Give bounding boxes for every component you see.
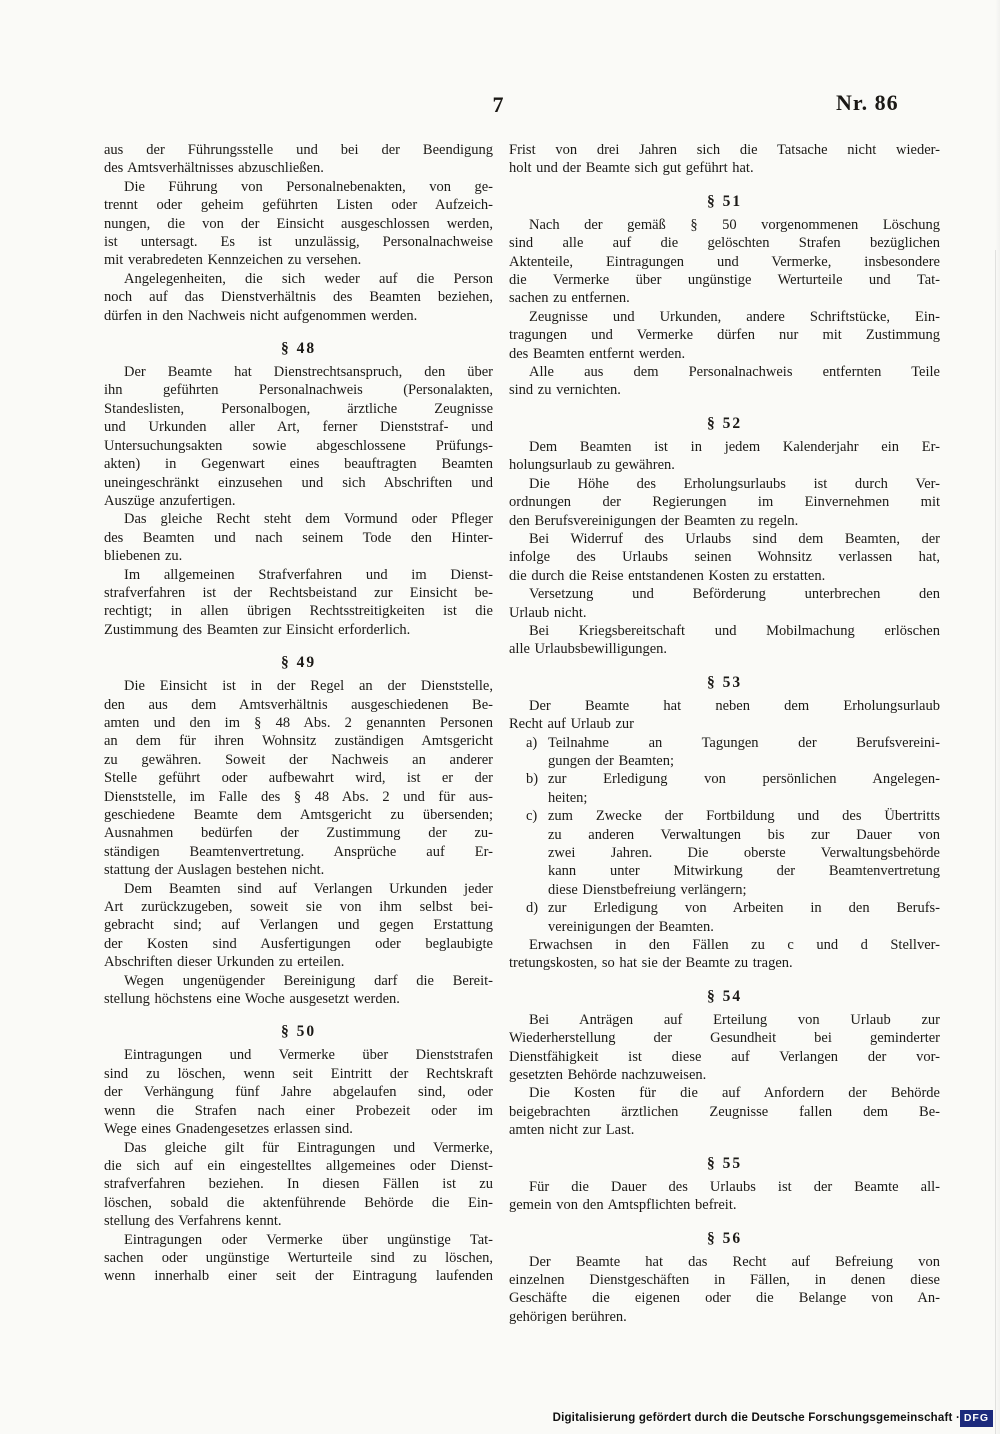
paragraph — [104, 566, 493, 640]
text-line: Alle aus dem Personalnachweis entfernten Teile — [529, 364, 940, 381]
text-line: Im allgemeinen Strafverfahren und im Dienst- — [124, 566, 493, 583]
text-line: der Verhängung fünf Jahre abgelaufen sind, oder — [104, 1084, 493, 1101]
text-line: sind zu löschen, wenn seit Eintritt der Rechtskraft — [104, 1065, 493, 1082]
text-line: Für die Dauer des Urlaubs ist der Beamte all- — [529, 1178, 940, 1195]
text-line: Nach der gemäß § 50 vorgenommenen Löschung — [529, 216, 940, 233]
text-line: trennt oder geheim geführten Listen oder Aufzeich- — [104, 197, 493, 214]
paragraph — [509, 308, 940, 363]
paragraph — [509, 530, 940, 585]
text-line: Der Beamte hat das Recht auf Befreiung von — [529, 1253, 940, 1270]
paragraph — [104, 1139, 493, 1231]
text-line: Teilnahme an Tagungen der Berufsvereini- — [548, 734, 940, 751]
text-line: wenn die Strafen nach einer Probezeit oder im — [104, 1102, 493, 1119]
text-line: strafverfahren ist der Rechtsbeistand zur Einsicht be- — [104, 584, 493, 601]
paragraph — [104, 677, 493, 879]
text-line: Dienstfähigkeit ist diese auf Verlangen der vor- — [509, 1048, 940, 1065]
text-line: gungen der Beamten; — [548, 752, 675, 769]
text-line: Aktenteile, Eintragungen und Vermerke, insbesondere — [509, 253, 940, 270]
digitization-credit: Digitalisierung gefördert durch die Deutsche Forschungsgemeinschaft · — [552, 1412, 960, 1424]
text-line: die sich auf ein eingestelltes allgemeines oder Dienst- — [104, 1157, 493, 1174]
text-line: stellung des Verfahrens kennt. — [104, 1213, 282, 1230]
paragraph — [509, 585, 940, 622]
paragraph — [509, 936, 940, 973]
text-line: Der Beamte hat Dienstrechtsanspruch, den über — [124, 364, 493, 381]
paragraph — [509, 363, 940, 400]
section-heading: § 52 — [706, 414, 743, 432]
paragraph — [104, 510, 493, 565]
list-item — [509, 899, 940, 936]
text-line: Eintragungen oder Vermerke über ungünstige Tat- — [124, 1231, 493, 1248]
text-line: zum Zwecke der Fortbildung und des Übertritts — [548, 808, 940, 825]
section-heading: § 50 — [280, 1023, 317, 1041]
text-line: die Vermerke über ungünstige Werturteile und Tat- — [509, 272, 940, 289]
paragraph — [104, 880, 493, 972]
text-line: sind zu vernichten. — [509, 382, 621, 399]
text-line: uneingeschränkt einzusehen und sich Abschriften und — [104, 474, 493, 491]
text-line: Dem Beamten sind auf Verlangen Urkunden jeder — [124, 880, 493, 897]
text-line: die durch die Reise entstandenen Kosten zu erstatten. — [509, 567, 826, 584]
paragraph — [509, 1011, 940, 1085]
text-line: wenn innerhalb einer seit der Eintragung laufenden — [104, 1268, 493, 1285]
paragraph — [104, 1231, 493, 1286]
text-line: ordnungen der Regierungen im Einvernehmen mit — [509, 494, 940, 511]
dfg-logo: DFG — [960, 1410, 993, 1427]
text-line: Wege eines Gnadengesetzes erlassen sind. — [104, 1121, 353, 1138]
section-heading: § 53 — [706, 673, 743, 691]
paragraph — [509, 475, 940, 530]
section-heading: § 49 — [280, 654, 317, 672]
text-line: heiten; — [548, 789, 588, 806]
list-marker: a) — [526, 734, 538, 751]
text-line: diese Dienstbefreiung verlängern; — [548, 881, 747, 898]
list-marker: d) — [526, 900, 539, 917]
text-line: Standeslisten, Personalbogen, ärztliche Zeugnisse — [104, 400, 493, 417]
paragraph — [509, 438, 940, 475]
text-line: alle Urlaubsbewilligungen. — [509, 641, 668, 658]
text-line: bliebenen zu. — [104, 548, 183, 565]
text-line: Dem Beamten ist in jedem Kalenderjahr ein Er- — [529, 438, 940, 455]
text-line: Versetzung und Beförderung unterbrechen den — [529, 586, 940, 603]
paragraph — [509, 697, 940, 734]
text-line: zu anderen Verwaltungen bis zur Dauer von — [548, 826, 940, 843]
text-line: Stelle geführt oder aufbewahrt wird, ist er der — [104, 770, 493, 787]
page-number: 7 — [492, 92, 504, 117]
paragraph — [509, 1253, 940, 1327]
text-line: Das gleiche gilt für Eintragungen und Vermerke, — [124, 1139, 493, 1156]
text-line: stattung der Auslagen bestehen nicht. — [104, 862, 325, 879]
text-line: vereinigungen der Beamten. — [548, 918, 714, 935]
paragraph — [104, 141, 493, 178]
text-line: Frist von drei Jahren sich die Tatsache nicht wieder- — [509, 142, 940, 158]
section-heading: § 51 — [706, 192, 743, 210]
section-heading: § 55 — [706, 1154, 743, 1172]
list-item — [509, 770, 940, 807]
text-line: Bei Widerruf des Urlaubs sind dem Beamten, der — [529, 530, 940, 547]
text-line: sachen oder ungünstige Werturteile sind zu löschen, — [104, 1249, 493, 1266]
text-line: infolge des Urlaubs seinen Wohnsitz verlassen hat, — [509, 549, 940, 566]
text-line: Bei Kriegsbereitschaft und Mobilmachung erlöschen — [529, 622, 940, 639]
text-line: dürfen in den Nachweis nicht aufgenommen werden. — [104, 307, 418, 324]
text-line: Zeugnisse und Urkunden, andere Schriftstücke, Ein- — [529, 308, 940, 325]
paragraph — [104, 178, 493, 270]
text-line: Urlaub nicht. — [509, 604, 587, 621]
text-line: des Beamten und nach seinem Tode den Hinter- — [104, 529, 493, 546]
list-item — [509, 807, 940, 899]
paragraph — [104, 363, 493, 510]
section-heading: § 48 — [280, 340, 317, 358]
text-line: Eintragungen und Vermerke über Dienststrafen — [124, 1047, 493, 1064]
right-column — [509, 141, 940, 1326]
text-line: Dienststelle, im Falle des § 48 Abs. 2 und für aus- — [104, 788, 493, 805]
text-line: Abschriften dieser Urkunden zu erteilen. — [104, 954, 345, 971]
text-line: zwei Jahren. Die oberste Verwaltungsbehörde — [548, 845, 940, 861]
text-line: tretungskosten, so hat sie der Beamte zu tragen. — [509, 955, 793, 972]
text-line: Recht auf Urlaub zur — [509, 716, 634, 733]
text-line: und Urkunden aller Art, ferner Dienststraf- und — [104, 419, 493, 436]
scan-shade-artifact — [995, 0, 1000, 1434]
list-item — [509, 734, 940, 771]
text-line: ihn geführten Personalnachweis (Personalakten, — [104, 382, 493, 399]
text-line: geschiedene Beamte dem Amtsgericht zu übersenden; — [104, 807, 493, 823]
paragraph — [509, 622, 940, 659]
list-marker: b) — [526, 771, 539, 788]
paragraph — [509, 216, 940, 308]
left-column — [104, 141, 493, 1286]
text-line: einzelnen Dienstgeschäften in Fällen, in denen diese — [509, 1271, 940, 1288]
paragraph — [104, 1046, 493, 1138]
text-line: Geschäfte die eigenen oder die Belange von An- — [509, 1290, 940, 1307]
text-line: amten und den im § 48 Abs. 2 genannten Personen — [104, 714, 493, 731]
text-line: holungsurlaub zu gewähren. — [509, 457, 675, 474]
text-line: rechtigt; in allen übrigen Rechtsstreitigkeiten ist die — [104, 603, 493, 620]
section-heading: § 54 — [706, 987, 743, 1005]
text-line: Auszüge anzufertigen. — [104, 492, 236, 509]
text-line: gesetzten Behörde nachzuweisen. — [509, 1067, 707, 1084]
paragraph — [104, 972, 493, 1009]
text-line: des Amtsverhältnisses abzuschließen. — [104, 160, 324, 177]
text-line: kann unter Mitwirkung der Beamtenvertretung — [548, 863, 940, 880]
text-line: an dem für ihren Wohnsitz zuständigen Amtsgericht — [104, 733, 493, 750]
text-line: ständigen Beamtenvertretung. Ansprüche auf Er- — [104, 843, 493, 860]
text-line: der Kosten sind Ausfertigungen oder beglaubigte — [104, 935, 493, 952]
text-line: strafverfahren beziehen. In diesen Fällen ist zu — [104, 1176, 493, 1193]
text-line: gebracht sind; auf Verlangen und gegen Erstattung — [104, 917, 493, 934]
text-line: tragungen und Vermerke dürfen nur mit Zustimmung — [509, 327, 940, 344]
paragraph — [509, 141, 940, 178]
section-heading: § 56 — [706, 1229, 743, 1247]
digitization-footer — [0, 1406, 1000, 1432]
text-line: Wegen ungenügender Bereinigung darf die Bereit- — [124, 972, 493, 989]
text-line: Die Kosten für die auf Anfordern der Behörde — [529, 1085, 940, 1102]
text-line: Die Höhe des Erholungsurlaubs ist durch Ver- — [529, 475, 940, 492]
text-line: zur Erledigung von persönlichen Angelegen- — [548, 771, 940, 788]
text-line: Ausnahmen bedürfen der Zustimmung der zu- — [104, 825, 493, 842]
text-line: zur Erledigung von Arbeiten in den Berufs- — [548, 900, 940, 917]
issue-number: Nr. 86 — [836, 90, 899, 115]
paragraph — [509, 1178, 940, 1215]
text-line: Erwachsen in den Fällen zu c und d Stellver- — [529, 937, 940, 954]
text-line: Der Beamte hat neben dem Erholungsurlaub — [529, 697, 940, 714]
text-line: amten nicht zur Last. — [509, 1122, 635, 1139]
list-marker: c) — [526, 808, 538, 825]
text-line: Angelegenheiten, die sich weder auf die Person — [124, 270, 493, 287]
text-line: stellung höchstens eine Woche ausgesetzt werden. — [104, 991, 400, 1008]
text-line: sind alle auf die gelöschten Strafen bezüglichen — [509, 235, 940, 252]
text-line: mit verabredeten Kennzeichen zu versehen. — [104, 252, 362, 269]
text-line: Wiederherstellung der Gesundheit bei geminderter — [509, 1030, 940, 1047]
text-line: zu gewähren. Soweit der Nachweis an anderer — [104, 751, 493, 768]
text-line: sachen zu entfernen. — [509, 290, 630, 307]
text-line: Die Führung von Personalnebenakten, von ge- — [124, 178, 493, 195]
text-line: holt und der Beamte sich gut geführt hat. — [509, 160, 754, 177]
text-line: Bei Anträgen auf Erteilung von Urlaub zur — [529, 1011, 940, 1028]
text-line: akten) in Gegenwart eines beauftragten Beamten — [104, 456, 493, 473]
text-line: den aus dem Amtsverhältnis ausgeschiedenen Be- — [104, 696, 493, 713]
text-line: gehörigen berühren. — [509, 1308, 627, 1325]
text-line: aus der Führungsstelle und bei der Beendigung — [104, 142, 493, 158]
text-line: Art zurückzugeben, soweit sie von ihm selbst bei- — [104, 899, 493, 916]
paragraph — [104, 270, 493, 325]
text-line: löschen, sobald die aktenführende Behörde die Ein- — [104, 1194, 493, 1211]
text-line: ist untersagt. Es ist unzulässig, Personalnachweise — [104, 234, 493, 251]
text-line: Zustimmung des Beamten zur Einsicht erforderlich. — [104, 621, 411, 638]
text-line: noch auf das Dienstverhältnis des Beamten beziehen, — [104, 289, 493, 306]
paragraph — [509, 1084, 940, 1139]
text-line: des Beamten entfernt werden. — [509, 345, 686, 362]
credit-separator: · — [955, 1412, 960, 1424]
text-line: Untersuchungsakten sowie abgeschlossene Prüfungs- — [104, 437, 493, 454]
text-line: Die Einsicht ist in der Regel an der Dienststelle, — [124, 678, 493, 695]
text-line: den Berufsvereinigungen der Beamten zu regeln. — [509, 512, 799, 529]
text-line: gemein von den Amtspflichten befreit. — [509, 1197, 737, 1214]
text-line: beigebrachten ärztlichen Zeugnisse fallen dem Be- — [509, 1103, 940, 1120]
text-line: Das gleiche Recht steht dem Vormund oder Pfleger — [124, 511, 493, 528]
text-line: nungen, die von der Einsicht ausgeschlossen werden, — [104, 215, 493, 232]
